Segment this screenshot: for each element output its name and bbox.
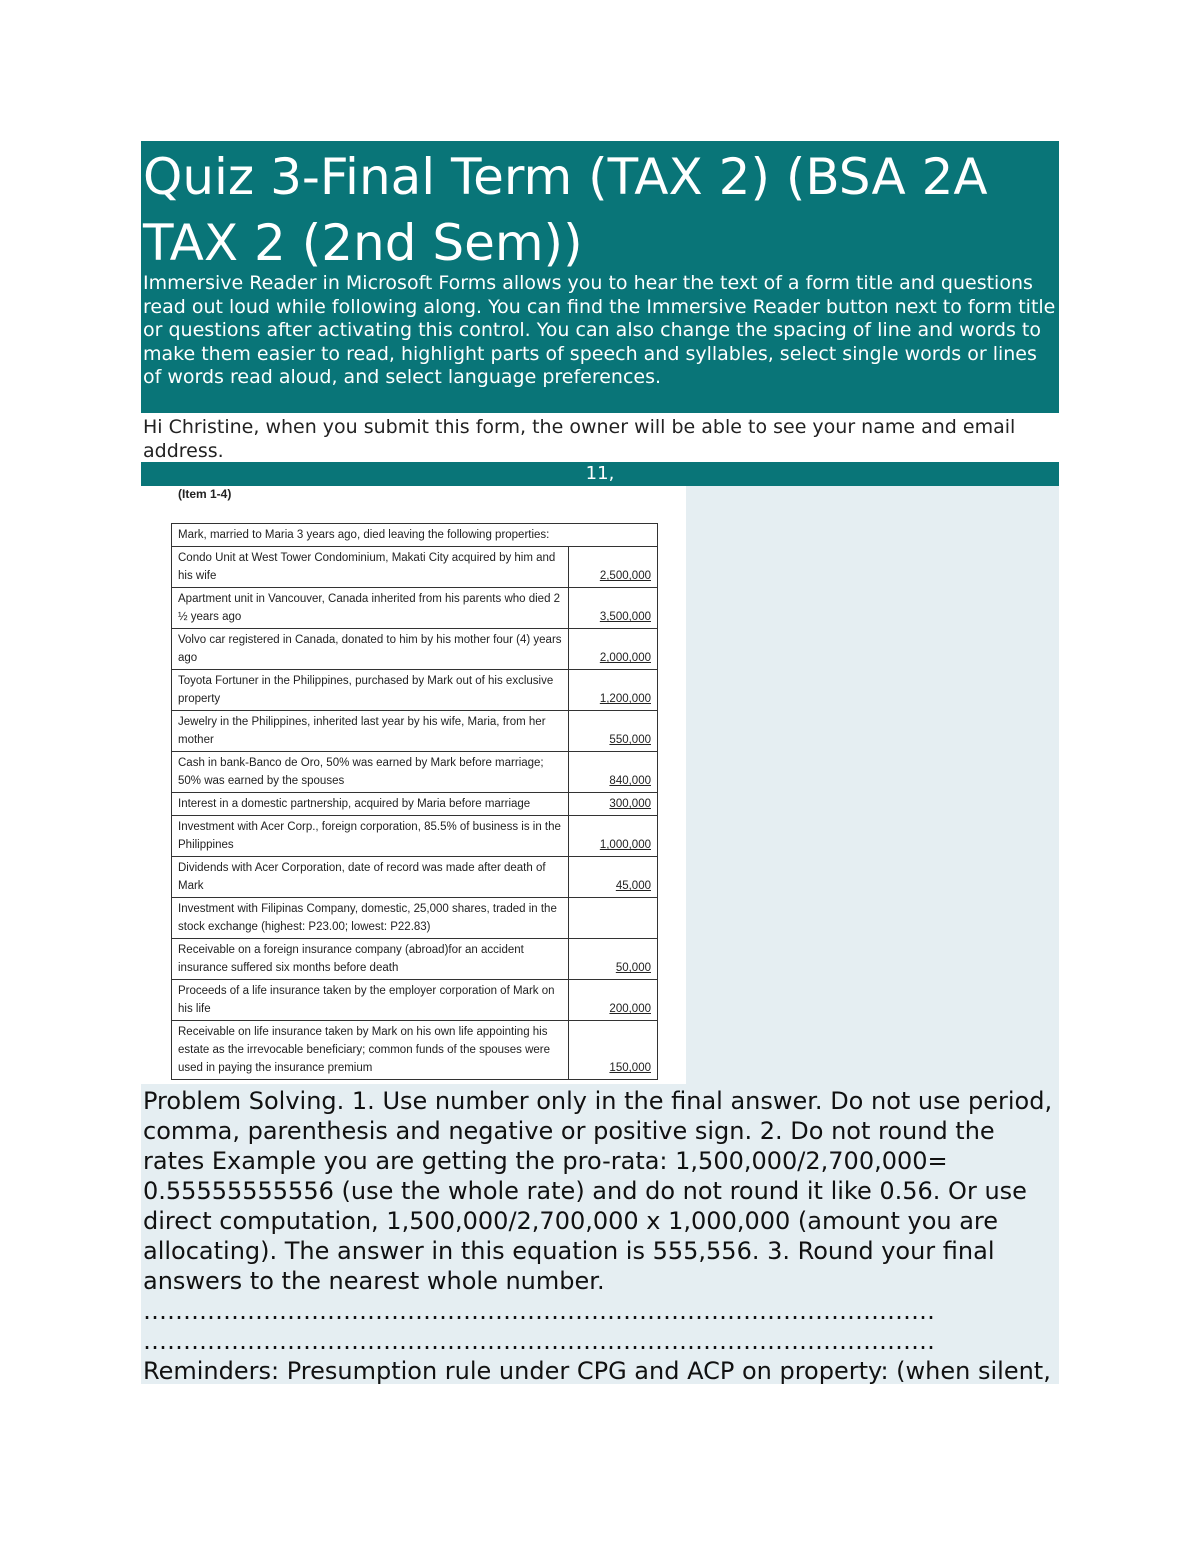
property-description: Condo Unit at West Tower Condominium, Makati City acquired by him and his wife (172, 547, 569, 588)
table-row (172, 588, 658, 629)
property-value: 840,000 (569, 752, 658, 793)
property-value: 200,000 (569, 980, 658, 1021)
table-row (172, 980, 658, 1021)
table-row (172, 547, 658, 588)
property-value: 1,200,000 (569, 670, 658, 711)
property-value: 300,000 (569, 793, 658, 816)
table-row (172, 1021, 658, 1080)
property-description: Volvo car registered in Canada, donated to him by his mother four (4) years ago (172, 629, 569, 670)
property-value: 550,000 (569, 711, 658, 752)
question-number-bar (141, 462, 1059, 486)
property-description: Cash in bank-Banco de Oro, 50% was earned by Mark before marriage; 50% was earned by the spouses (172, 752, 569, 793)
table-row (172, 939, 658, 980)
property-description: Investment with Filipinas Company, domestic, 25,000 shares, traded in the stock exchange (highest: P23.00; lowest: P22.83) (172, 898, 569, 939)
property-description: Investment with Acer Corp., foreign corporation, 85.5% of business is in the Philippines (172, 816, 569, 857)
item-label: (Item 1-4) (178, 487, 232, 501)
property-value: 45,000 (569, 857, 658, 898)
table-row (172, 793, 658, 816)
table-row (172, 670, 658, 711)
property-description: Receivable on life insurance taken by Mark on his own life appointing his estate as the irrevocable beneficiary; common funds of the spouses were used in paying the insurance premium (172, 1021, 569, 1080)
property-description: Interest in a domestic partnership, acquired by Maria before marriage (172, 793, 569, 816)
property-description: Jewelry in the Philippines, inherited last year by his wife, Maria, from her mother (172, 711, 569, 752)
table-row (172, 816, 658, 857)
table-header: Mark, married to Maria 3 years ago, died leaving the following properties: (172, 524, 658, 547)
form-title: Quiz 3-Final Term (TAX 2) (BSA 2A TAX 2 (2nd Sem)) (143, 148, 988, 272)
table-row (172, 711, 658, 752)
question-number: 11, (585, 463, 615, 484)
identity-notice: Hi Christine, when you submit this form, the owner will be able to see your name and email address. (143, 416, 1016, 462)
table-header-row (172, 524, 658, 547)
property-value: 2,500,000 (569, 547, 658, 588)
question-instructions: Problem Solving. 1. Use number only in the final answer. Do not use period, comma, parenthesis and negative or positive sign. 2. Do not round the rates Example you are getting the pro-rata: 1,500,000/2,700,000= 0.55555555556 (use the whole rate) and do not round it like 0.56. Or use direct computation, 1,500,000/2,700,000 x 1,000,000 (amount you are allocating). The answer in this equation is 555,556. 3. Round your final answers to the nearest whole number. ……………………………………………………………………………………… ……………………………………………………………………………………… Reminders: Presumption rule under CPG and ACP on property: (when silent, (143, 1087, 1053, 1385)
property-value: 3,500,000 (569, 588, 658, 629)
property-value: 50,000 (569, 939, 658, 980)
property-description: Apartment unit in Vancouver, Canada inherited from his parents who died 2 ½ years ago (172, 588, 569, 629)
property-description: Toyota Fortuner in the Philippines, purchased by Mark out of his exclusive property (172, 670, 569, 711)
form-description: Immersive Reader in Microsoft Forms allows you to hear the text of a form title and questions read out loud while following along. You can find the Immersive Reader button next to form title or questions after activating this control. You can also change the spacing of line and words to make them easier to read, highlight parts of speech and syllables, select single words or lines of words read aloud, and select language preferences. (143, 272, 1056, 389)
table-row (172, 752, 658, 793)
table-row (172, 898, 658, 939)
property-description: Dividends with Acer Corporation, date of record was made after death of Mark (172, 857, 569, 898)
property-value: 2,000,000 (569, 629, 658, 670)
table-row (172, 629, 658, 670)
properties-table (171, 523, 658, 1080)
property-description: Receivable on a foreign insurance company (abroad)for an accident insurance suffered six months before death (172, 939, 569, 980)
property-description: Proceeds of a life insurance taken by the employer corporation of Mark on his life (172, 980, 569, 1021)
property-value: 150,000 (569, 1021, 658, 1080)
table-row (172, 857, 658, 898)
property-value (569, 898, 658, 939)
property-value: 1,000,000 (569, 816, 658, 857)
